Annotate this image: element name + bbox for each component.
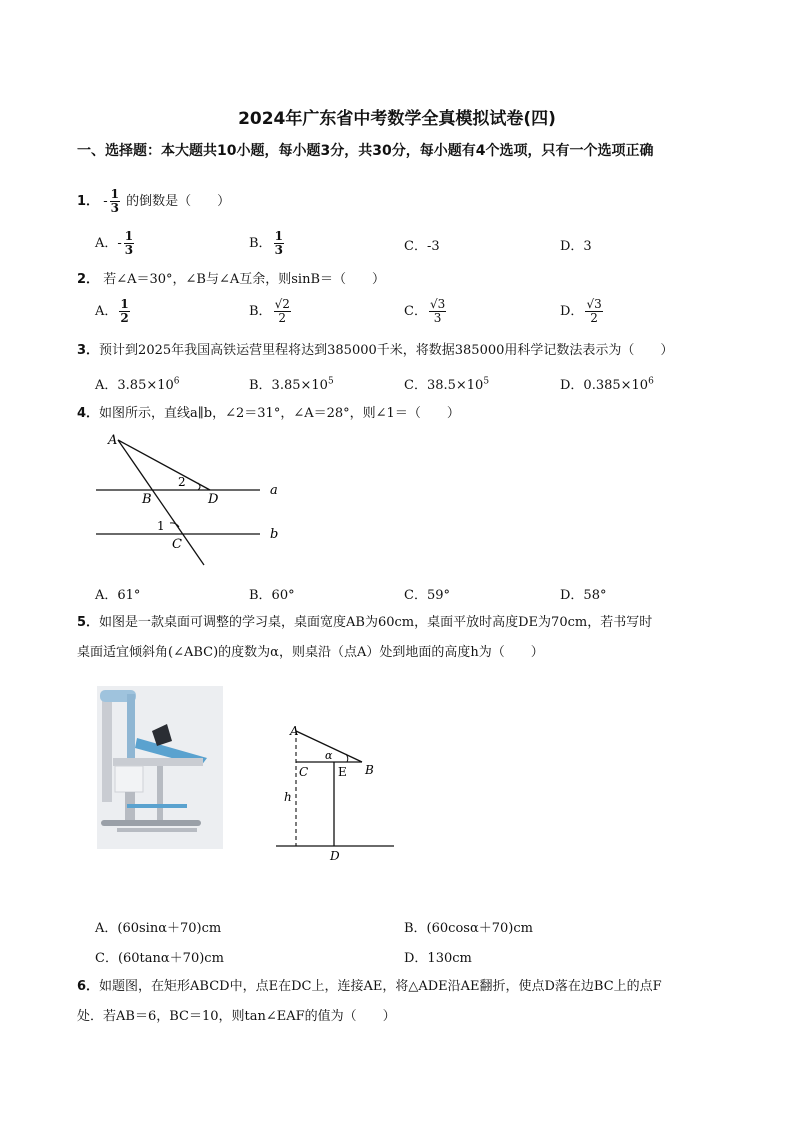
option-d: D．58°	[560, 588, 607, 603]
desk-illustration	[97, 686, 223, 849]
option-c: C．-3	[404, 239, 440, 254]
question-number: 2．	[77, 272, 100, 287]
desk-photo	[97, 686, 223, 849]
label-h: h	[284, 790, 292, 804]
fraction: $\frac{1}{3}$	[110, 187, 119, 215]
question-6-line2: 处．若AB＝6，BC＝10，则tan∠EAF的值为（ ）	[77, 1009, 396, 1024]
label-alpha: α	[325, 749, 333, 762]
desk-geometry-figure	[270, 718, 400, 866]
option-b: B．(60cosα＋70)cm	[404, 921, 533, 936]
option-b: B．$3.85\times 10^5$	[249, 376, 334, 393]
parallel-lines-figure	[90, 430, 290, 570]
option-a: A．- $\frac{1}{3}$	[95, 229, 134, 257]
section-heading: 一、选择题：本大题共10小题，每小题3分，共30分，每小题有4个选项，只有一个选项正确	[77, 143, 654, 159]
question-2	[77, 271, 385, 289]
option-d: D．130cm	[404, 951, 472, 966]
question-text: 如图所示，直线a∥b，∠2＝31°，∠A＝28°，则∠1＝（ ）	[99, 406, 460, 421]
option-c: C．$38.5\times 10^5$	[404, 376, 490, 393]
question-text: 的倒数是（ ）	[126, 194, 231, 209]
option-c: C．(60tanα＋70)cm	[95, 951, 224, 966]
question-number: 6．	[77, 979, 100, 994]
page-title: 2024年广东省中考数学全真模拟试卷(四)	[238, 109, 556, 129]
question-number: 5．	[77, 615, 100, 630]
minus-sign: -	[103, 194, 108, 209]
question-4	[77, 405, 460, 423]
question-6	[77, 978, 662, 996]
option-d: D．3	[560, 239, 592, 254]
question-number: 1．	[77, 194, 100, 209]
option-d: D．$0.385\times 10^6$	[560, 376, 654, 393]
label-e: E	[338, 765, 347, 779]
label-d: D	[330, 849, 340, 863]
label-b: B	[365, 763, 374, 777]
option-b: B．60°	[249, 588, 295, 603]
option-a: A．61°	[95, 588, 141, 603]
label-angle-2: 2	[178, 475, 186, 489]
option-c: C．59°	[404, 588, 450, 603]
question-text-line1: 如题图，在矩形ABCD中，点E在DC上，连接AE，将△ADE沿AE翻折，使点D落在边BC上的点F	[99, 979, 662, 994]
question-5-line2: 桌面适宜倾斜角(∠ABC)的度数为α，则桌沿（点A）处到地面的高度h为（ ）	[77, 645, 544, 660]
question-number: 4．	[77, 406, 100, 421]
label-d-point: D	[208, 492, 219, 507]
question-text: 预计到2025年我国高铁运营里程将达到385000千米，将数据385000用科学记数法表示为（ ）	[99, 343, 674, 358]
label-line-a: a	[270, 483, 278, 498]
option-b: B． $\frac{√2}{2}$	[249, 297, 290, 325]
label-c-point: C	[172, 537, 182, 552]
label-b-point: B	[142, 492, 152, 507]
question-text: 若∠A＝30°，∠B与∠A互余，则sinB＝（ ）	[103, 272, 385, 287]
option-a: A． $\frac{1}{2}$	[95, 297, 129, 325]
question-1	[77, 188, 230, 215]
label-angle-1: 1	[157, 519, 165, 533]
question-5	[77, 614, 652, 632]
segment-ad	[118, 440, 210, 490]
label-a-point: A	[108, 433, 118, 448]
question-number: 3．	[77, 343, 100, 358]
question-3	[77, 342, 673, 360]
question-text-line1: 如图是一款桌面可调整的学习桌，桌面宽度AB为60cm，桌面平放时高度DE为70cm，若书写时	[99, 615, 653, 630]
label-line-b: b	[270, 527, 279, 542]
option-d: D． $\frac{√3}{2}$	[560, 297, 602, 325]
transversal-ac	[118, 440, 204, 565]
label-c: C	[299, 765, 309, 779]
option-b: B． $\frac{1}{3}$	[249, 229, 283, 257]
label-a: A	[290, 724, 299, 738]
option-a: A．$3.85\times 10^6$	[95, 376, 180, 393]
option-c: C． $\frac{√3}{3}$	[404, 297, 446, 325]
option-a: A．(60sinα＋70)cm	[95, 921, 222, 936]
